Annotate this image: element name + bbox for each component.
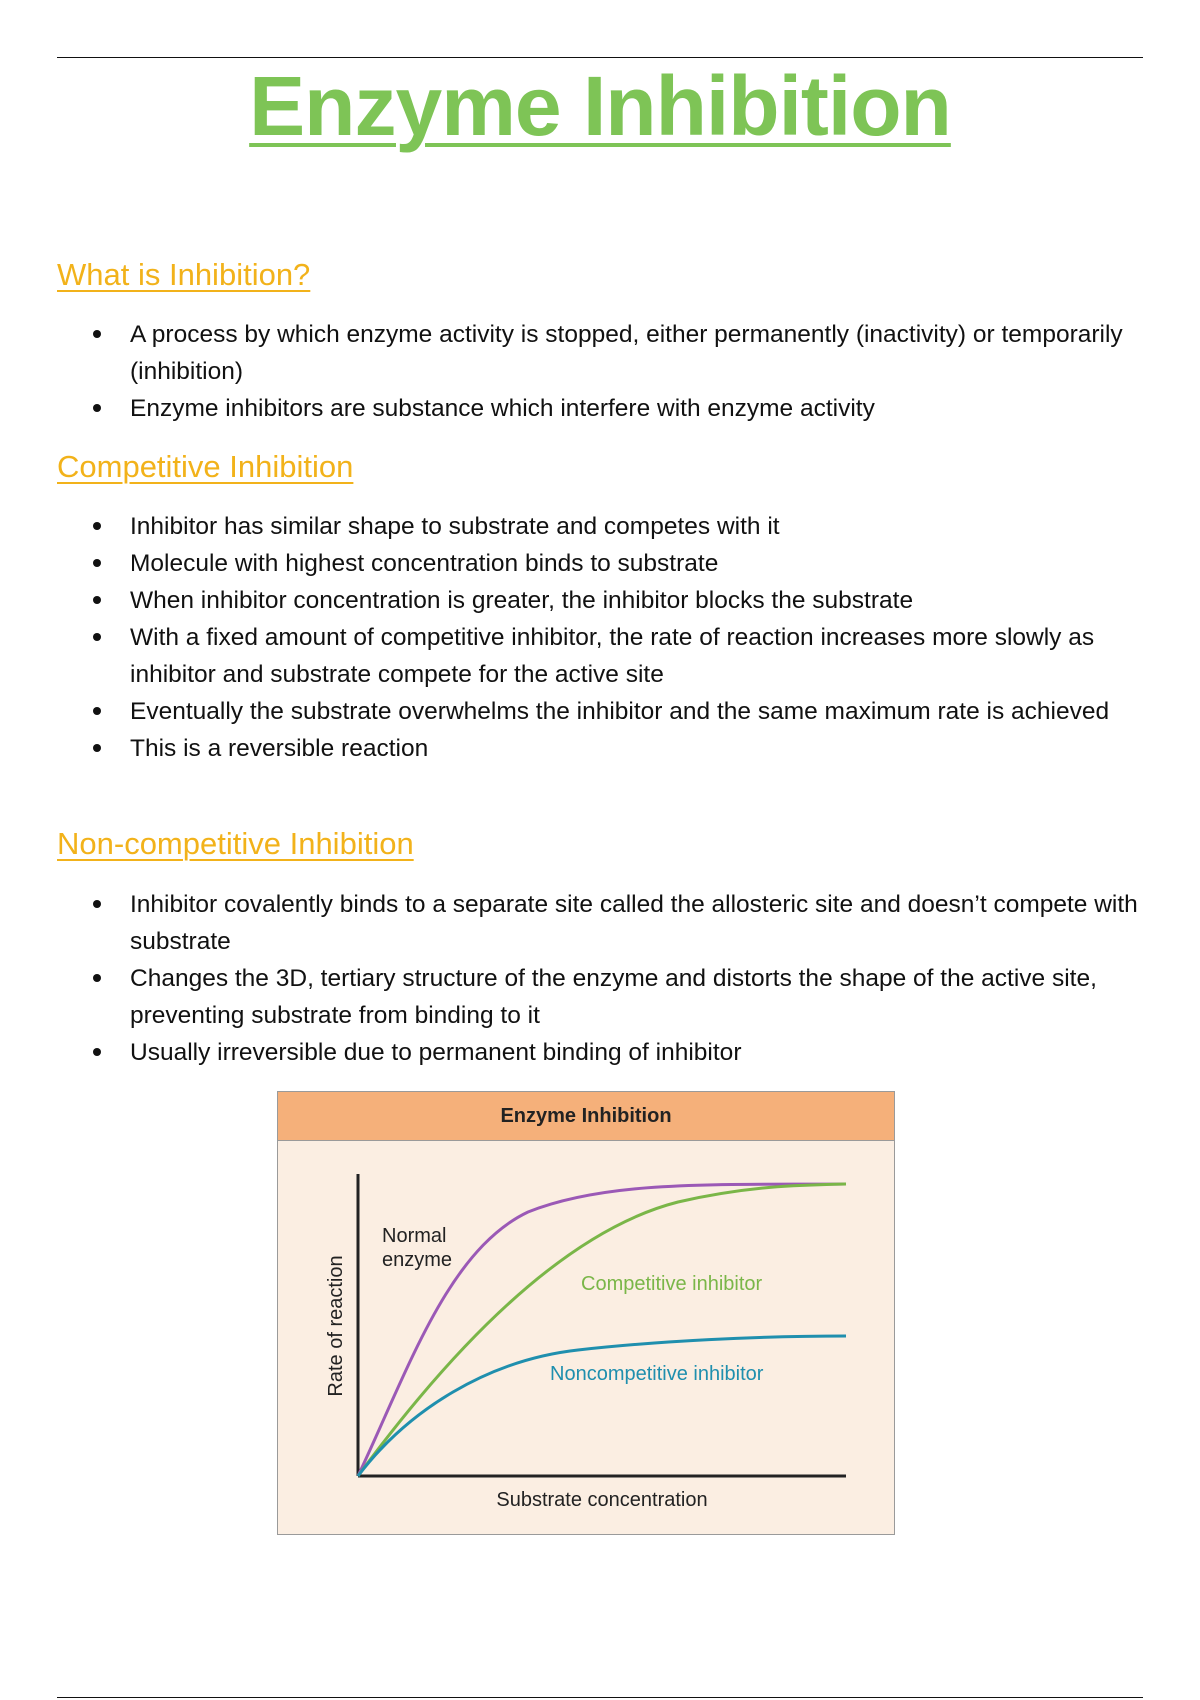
list-item: Enzyme inhibitors are substance which interfere with enzyme activity [57, 390, 1147, 427]
y-axis-label: Rate of reaction [325, 1255, 347, 1397]
bottom-rule [57, 1697, 1143, 1698]
bullet-list-what-is-inhibition [57, 316, 1147, 427]
bullet-list-competitive-inhibition [57, 508, 1147, 767]
heading-what-is-inhibition: What is Inhibition? [57, 257, 311, 292]
list-item: A process by which enzyme activity is stopped, either permanently (inactivity) or temporarily (inhibition) [57, 316, 1147, 390]
competitive-inhibitor-label: Competitive inhibitor [581, 1273, 763, 1295]
noncompetitive-inhibitor-curve [358, 1336, 846, 1476]
enzyme-inhibition-chart [278, 1140, 893, 1533]
list-item: Usually irreversible due to permanent binding of inhibitor [57, 1034, 1147, 1071]
heading-noncompetitive-inhibition: Non-competitive Inhibition [57, 826, 414, 861]
normal-enzyme-label-line2: enzyme [382, 1249, 453, 1271]
list-item: Changes the 3D, tertiary structure of the enzyme and distorts the shape of the active site, preventing substrate from binding to it [57, 960, 1147, 1034]
list-item: Inhibitor covalently binds to a separate site called the allosteric site and doesn’t compete with substrate [57, 886, 1147, 960]
list-item: With a fixed amount of competitive inhibitor, the rate of reaction increases more slowly as inhibitor and substrate compete for the active site [57, 619, 1147, 693]
x-axis-label: Substrate concentration [496, 1489, 708, 1511]
list-item: When inhibitor concentration is greater, the inhibitor blocks the substrate [57, 582, 1147, 619]
noncompetitive-inhibitor-label: Noncompetitive inhibitor [550, 1363, 764, 1385]
enzyme-inhibition-figure [277, 1091, 895, 1535]
list-item: Eventually the substrate overwhelms the inhibitor and the same maximum rate is achieved [57, 693, 1147, 730]
list-item: Molecule with highest concentration binds to substrate [57, 545, 1147, 582]
page-title: Enzyme Inhibition [249, 59, 951, 153]
figure-header: Enzyme Inhibition [278, 1092, 894, 1141]
bullet-list-noncompetitive-inhibition [57, 886, 1147, 1071]
list-item: This is a reversible reaction [57, 730, 1147, 767]
normal-enzyme-label-line1: Normal [382, 1225, 447, 1247]
list-item: Inhibitor has similar shape to substrate and competes with it [57, 508, 1147, 545]
heading-competitive-inhibition: Competitive Inhibition [57, 449, 354, 484]
